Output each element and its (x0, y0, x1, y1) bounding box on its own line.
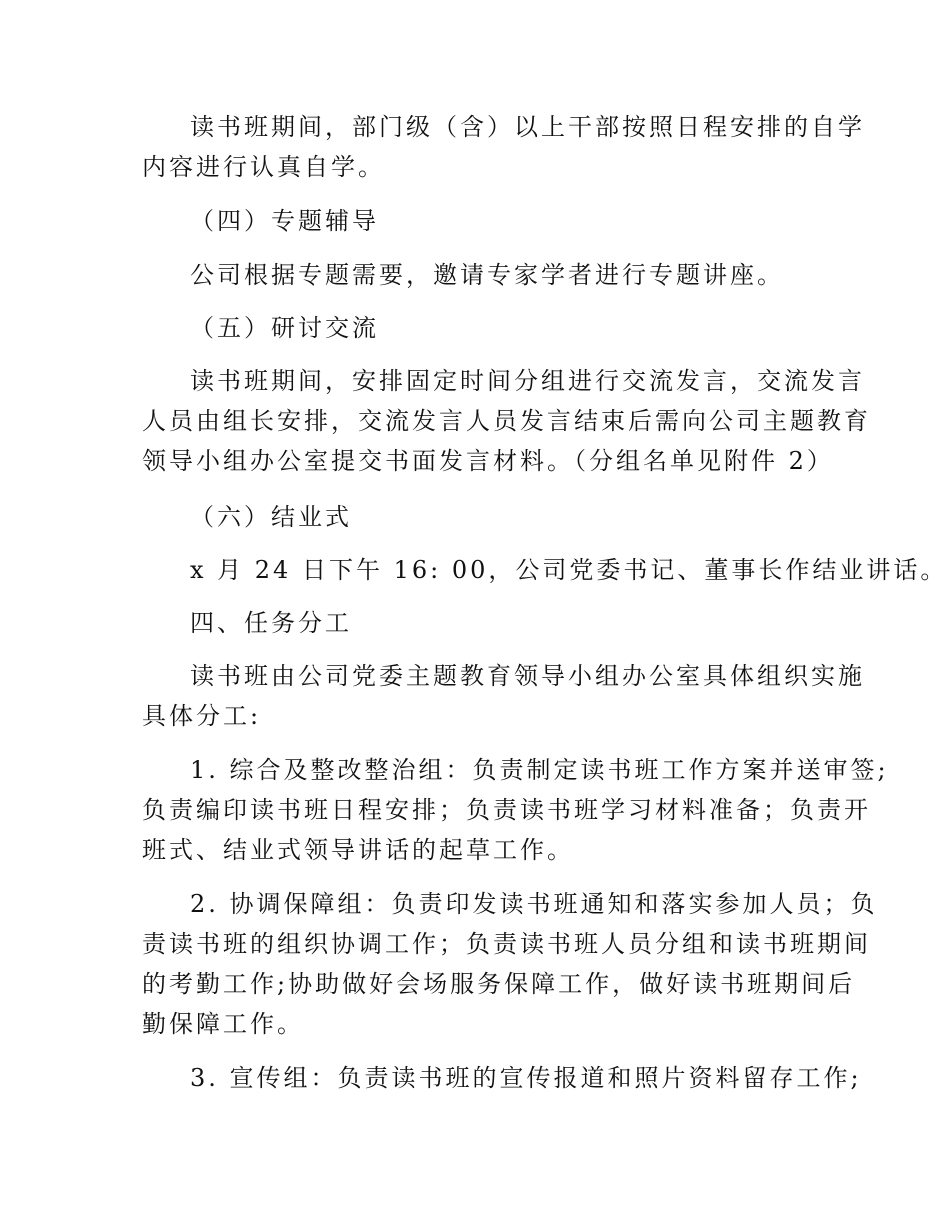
text-line: 3. 宣传组：负责读书班的宣传报道和照片资料留存工作; (190, 1064, 862, 1092)
text-line: 负责编印读书班日程安排；负责读书班学习材料准备；负责开 (142, 796, 871, 824)
text-line: 领导小组办公室提交书面发言材料。（分组名单见附件 2） (142, 447, 834, 475)
paragraph-task-1 (142, 750, 889, 870)
text-line: x 月 24 日下午 16: 00，公司党委书记、董事长作结业讲话。 (190, 556, 948, 584)
paragraph-closing (142, 550, 948, 590)
text-line: 责读书班的组织协调工作；负责读书班人员分组和读书班期间 (142, 930, 871, 958)
heading-task-division (142, 603, 822, 643)
text-line: 人员由组长安排，交流发言人员发言结束后需向公司主题教育 (142, 407, 871, 435)
paragraph-organizer (142, 656, 865, 736)
heading-closing-ceremony (142, 497, 822, 537)
text-line: 内容进行认真自学。 (142, 153, 385, 181)
text-line: 班式、结业式领导讲话的起草工作。 (142, 836, 574, 864)
text-line: 2. 协调保障组：负责印发读书班通知和落实参加人员；负 (190, 890, 878, 918)
heading-text: （四）专题辅导 (190, 207, 379, 235)
text-line: 公司根据专题需要，邀请专家学者进行专题讲座。 (190, 261, 784, 289)
text-line: 的考勤工作;协助做好会场服务保障工作，做好读书班期间后 (142, 970, 856, 998)
paragraph-self-study (142, 107, 865, 187)
paragraph-task-2 (142, 884, 878, 1044)
text-line: 勤保障工作。 (142, 1010, 304, 1038)
text-line: 具体分工: (142, 702, 262, 730)
text-line: 读书班期间，安排固定时间分组进行交流发言，交流发言 (190, 367, 865, 395)
heading-discussion (142, 308, 822, 348)
heading-text: （五）研讨交流 (190, 314, 379, 342)
heading-topic-tutoring (142, 201, 822, 241)
paragraph-task-3 (142, 1058, 862, 1098)
text-line: 读书班期间，部门级（含）以上干部按照日程安排的自学 (190, 113, 865, 141)
paragraph-lecture (142, 255, 822, 295)
text-line: 1. 综合及整改整治组：负责制定读书班工作方案并送审签; (190, 756, 889, 784)
heading-text: 四、任务分工 (190, 609, 352, 637)
text-line: 读书班由公司党委主题教育领导小组办公室具体组织实施 (190, 662, 865, 690)
heading-text: （六）结业式 (190, 503, 352, 531)
paragraph-discussion (142, 361, 871, 481)
